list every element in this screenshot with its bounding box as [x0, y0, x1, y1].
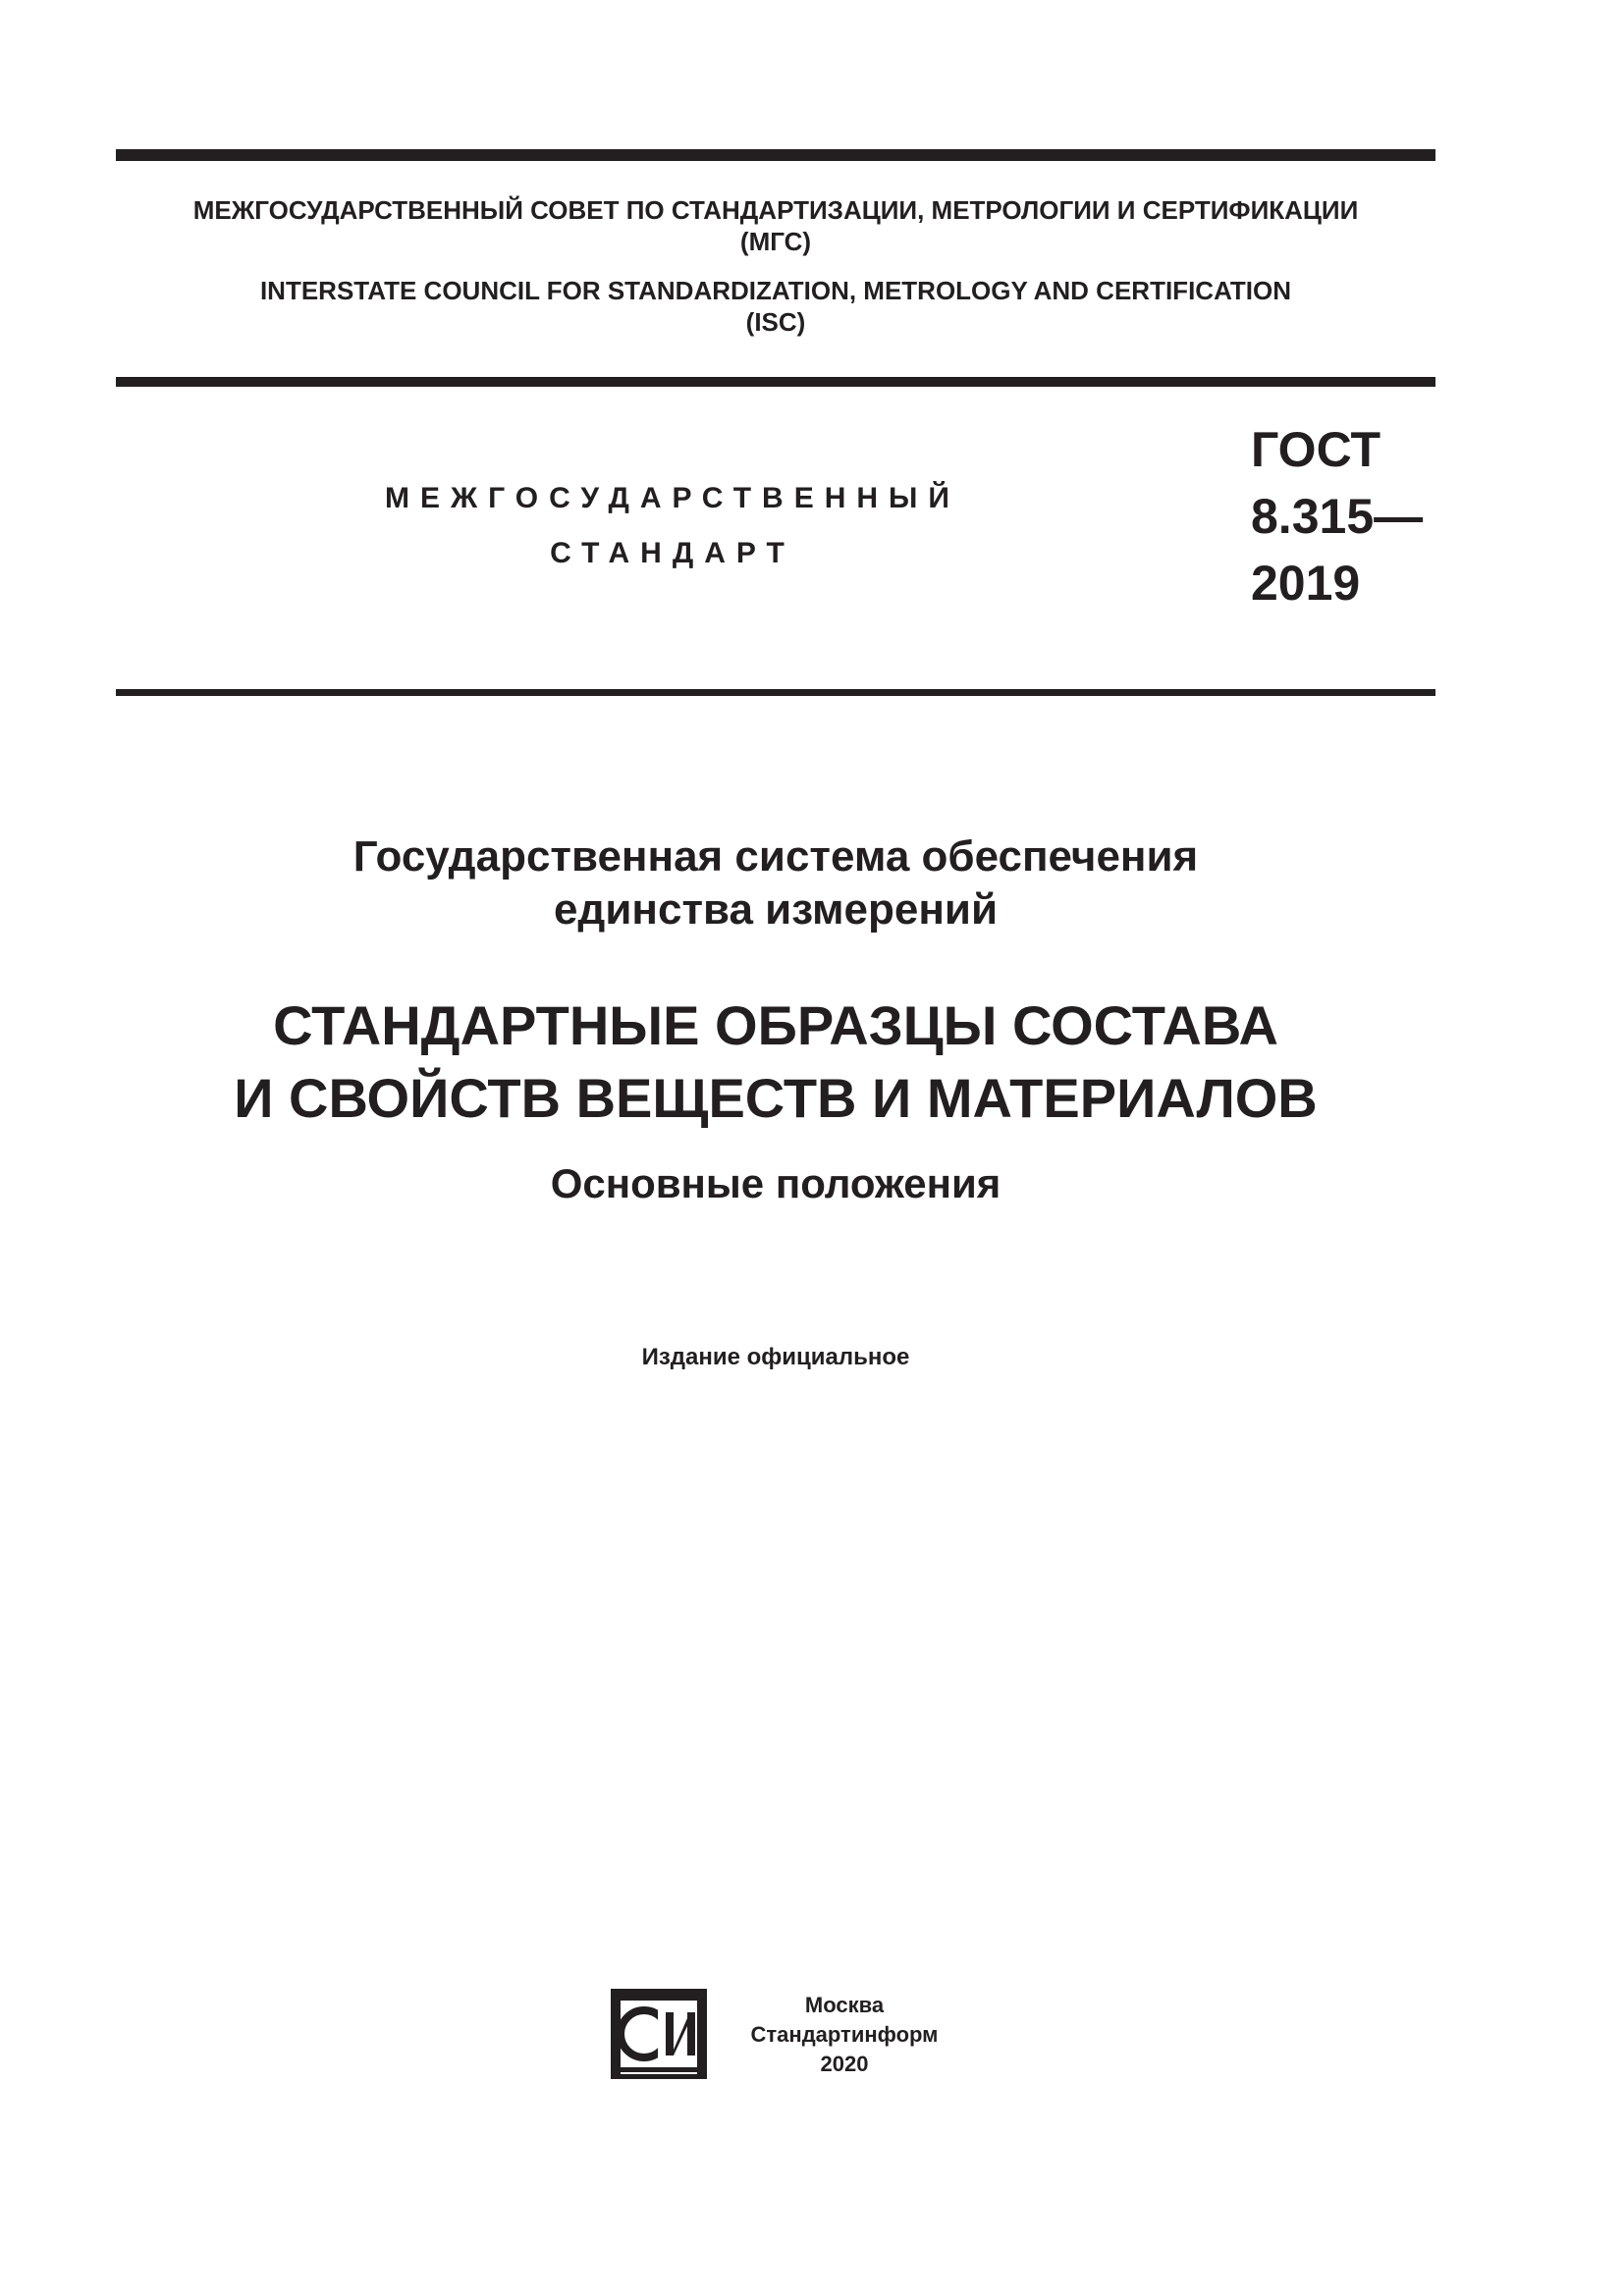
logo-letter-i-left-stem	[666, 2012, 674, 2056]
standard-type-label	[353, 471, 992, 581]
header-bottom-rule	[116, 689, 1435, 696]
edition-label: Издание официальное	[641, 1344, 910, 1370]
council-abbr-en: (ISC)	[745, 307, 806, 337]
series-subtitle-line-2: единства измерений	[553, 885, 999, 934]
publisher-imprint	[727, 1991, 962, 2079]
council-name-en	[116, 275, 1435, 338]
standard-type-line-1: МЕЖГОСУДАРСТВЕННЫЙ	[385, 482, 960, 514]
council-name-en-text: INTERSTATE COUNCIL FOR STANDARDIZATION, METROLOGY AND CERTIFICATION	[259, 276, 1292, 305]
council-name-ru	[116, 194, 1435, 257]
part-title: Основные положения	[550, 1160, 1001, 1206]
standard-designation	[1251, 416, 1423, 616]
imprint-city: Москва	[804, 1993, 885, 2017]
document-title-line-2: И СВОЙСТВ ВЕЩЕСТВ И МАТЕРИАЛОВ	[234, 1067, 1318, 1129]
standartinform-logo-icon	[611, 1989, 707, 2079]
council-divider-rule	[116, 377, 1435, 387]
standard-type-line-2: СТАНДАРТ	[550, 537, 795, 569]
designation-year: 2019	[1251, 556, 1361, 611]
imprint-publisher: Стандартинформ	[750, 2022, 939, 2047]
council-name-ru-text: МЕЖГОСУДАРСТВЕННЫЙ СОВЕТ ПО СТАНДАРТИЗАЦИИ, МЕТРОЛОГИИ И СЕРТИФИКАЦИИ	[192, 195, 1359, 225]
logo-letter-i-right-stem	[687, 2012, 695, 2056]
council-abbr-ru: (МГС)	[739, 227, 812, 256]
series-subtitle-line-1: Государственная система обеспечения	[352, 832, 1199, 881]
designation-number: 8.315—	[1251, 489, 1424, 544]
document-title-line-1: СТАНДАРТНЫЕ ОБРАЗЦЫ СОСТАВА	[273, 994, 1278, 1056]
document-title	[116, 989, 1435, 1135]
series-subtitle	[116, 830, 1435, 936]
top-rule	[116, 149, 1435, 161]
imprint-year: 2020	[820, 2052, 869, 2076]
designation-prefix: ГОСТ	[1251, 422, 1380, 477]
